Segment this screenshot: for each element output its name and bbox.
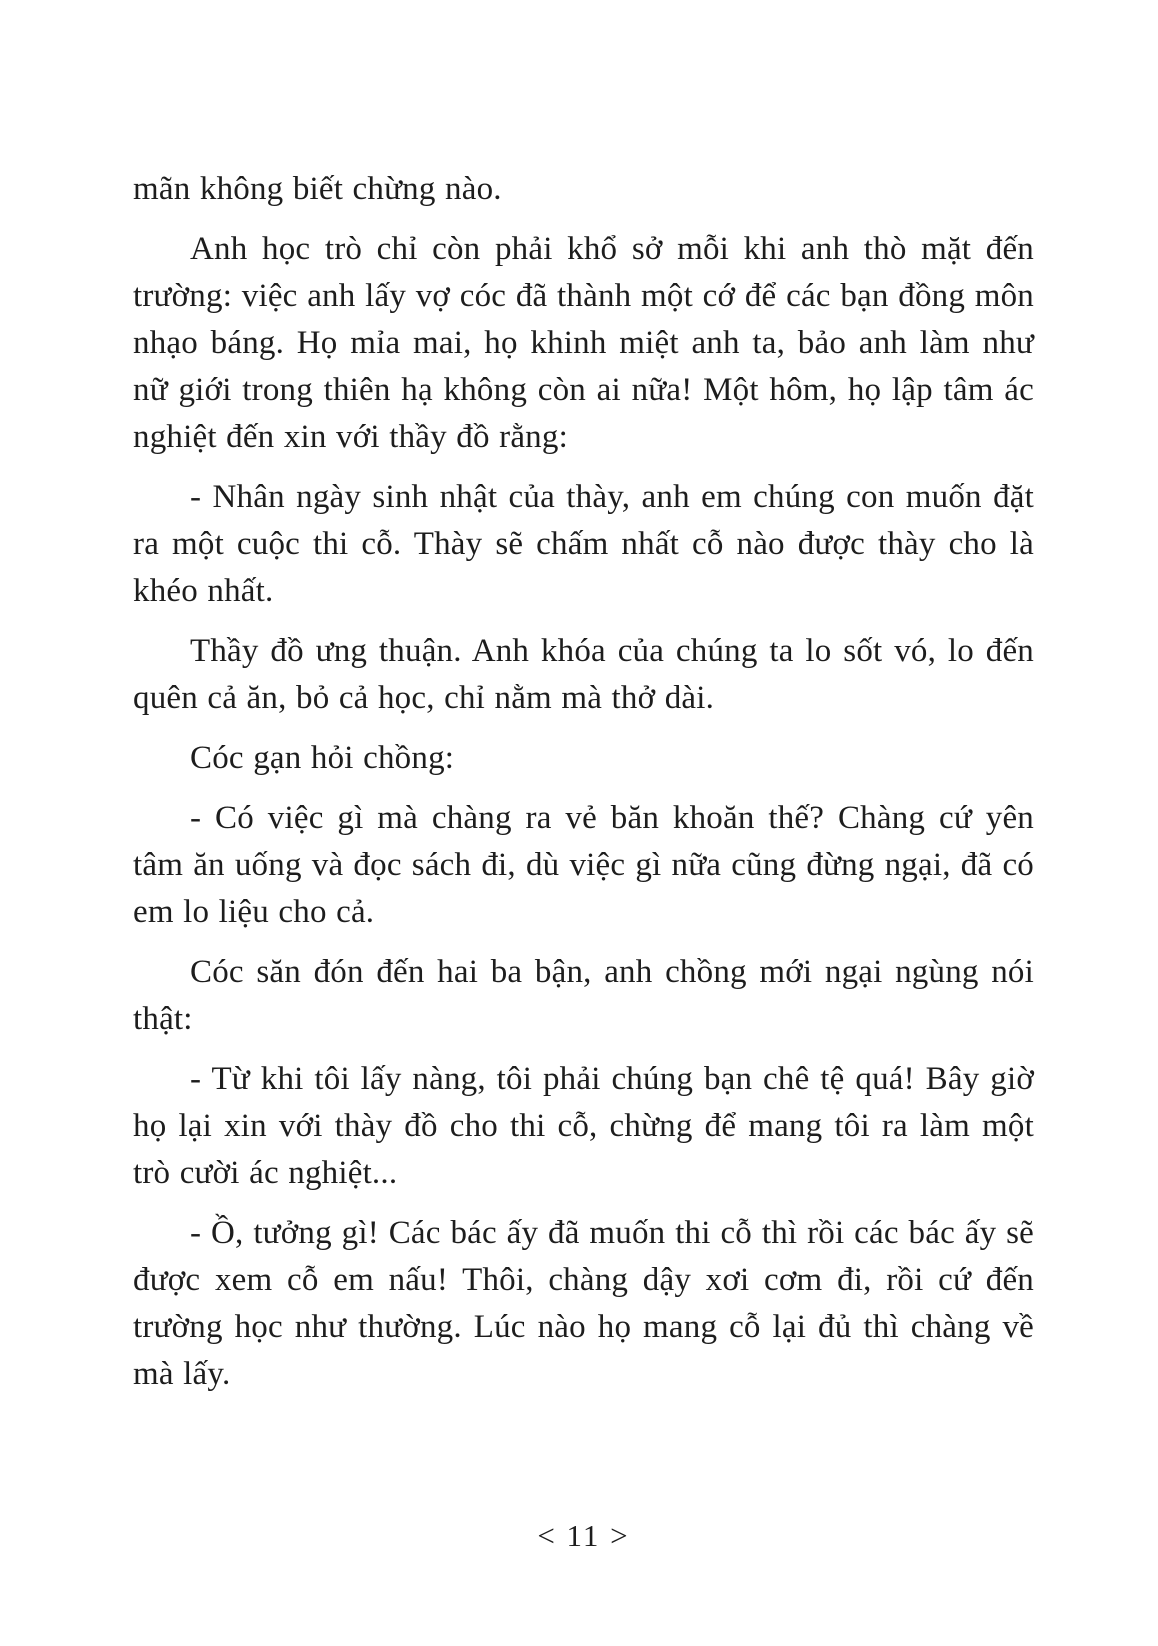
paragraph-continuation: mãn không biết chừng nào.: [133, 171, 502, 207]
paragraph-dialogue: - Có việc gì mà chàng ra vẻ băn khoăn thế? Chàng cứ yên tâm ăn uống và đọc sách đi, dù việc gì nữa cũng đừng ngại, đã có em lo liệu cho cả.: [133, 800, 1034, 930]
paragraph-dialogue: - Từ khi tôi lấy nàng, tôi phải chúng bạn chê tệ quá! Bây giờ họ lại xin với thày đồ cho thi cỗ, chừng để mang tôi ra làm một trò cười ác nghiệt...: [133, 1061, 1034, 1191]
paragraph: Cóc săn đón đến hai ba bận, anh chồng mới ngại ngùng nói thật:: [133, 954, 1034, 1037]
paragraph: Anh học trò chỉ còn phải khổ sở mỗi khi anh thò mặt đến trường: việc anh lấy vợ cóc đã thành một cớ để các bạn đồng môn nhạo báng. Họ mỉa mai, họ khinh miệt anh ta, bảo anh làm như nữ giới trong thiên hạ không còn ai nữa! Một hôm, họ lập tâm ác nghiệt đến xin với thầy đồ rằng:: [133, 231, 1034, 455]
paragraph: Thầy đồ ưng thuận. Anh khóa của chúng ta lo sốt vó, lo đến quên cả ăn, bỏ cả học, chỉ nằm mà thở dài.: [133, 633, 1034, 716]
page-number: < 11 >: [537, 1518, 630, 1553]
paragraph-dialogue: - Ồ, tưởng gì! Các bác ấy đã muốn thi cỗ thì rồi các bác ấy sẽ được xem cỗ em nấu! Thôi, chàng dậy xơi cơm đi, rồi cứ đến trường học như thường. Lúc nào họ mang cỗ lại đủ thì chàng về mà lấy.: [133, 1215, 1034, 1392]
paragraph-dialogue: - Nhân ngày sinh nhật của thày, anh em chúng con muốn đặt ra một cuộc thi cỗ. Thày sẽ chấm nhất cỗ nào được thày cho là khéo nhất.: [133, 479, 1034, 609]
page-text-block: [133, 166, 1034, 1398]
paragraph: Cóc gạn hỏi chồng:: [190, 740, 455, 776]
